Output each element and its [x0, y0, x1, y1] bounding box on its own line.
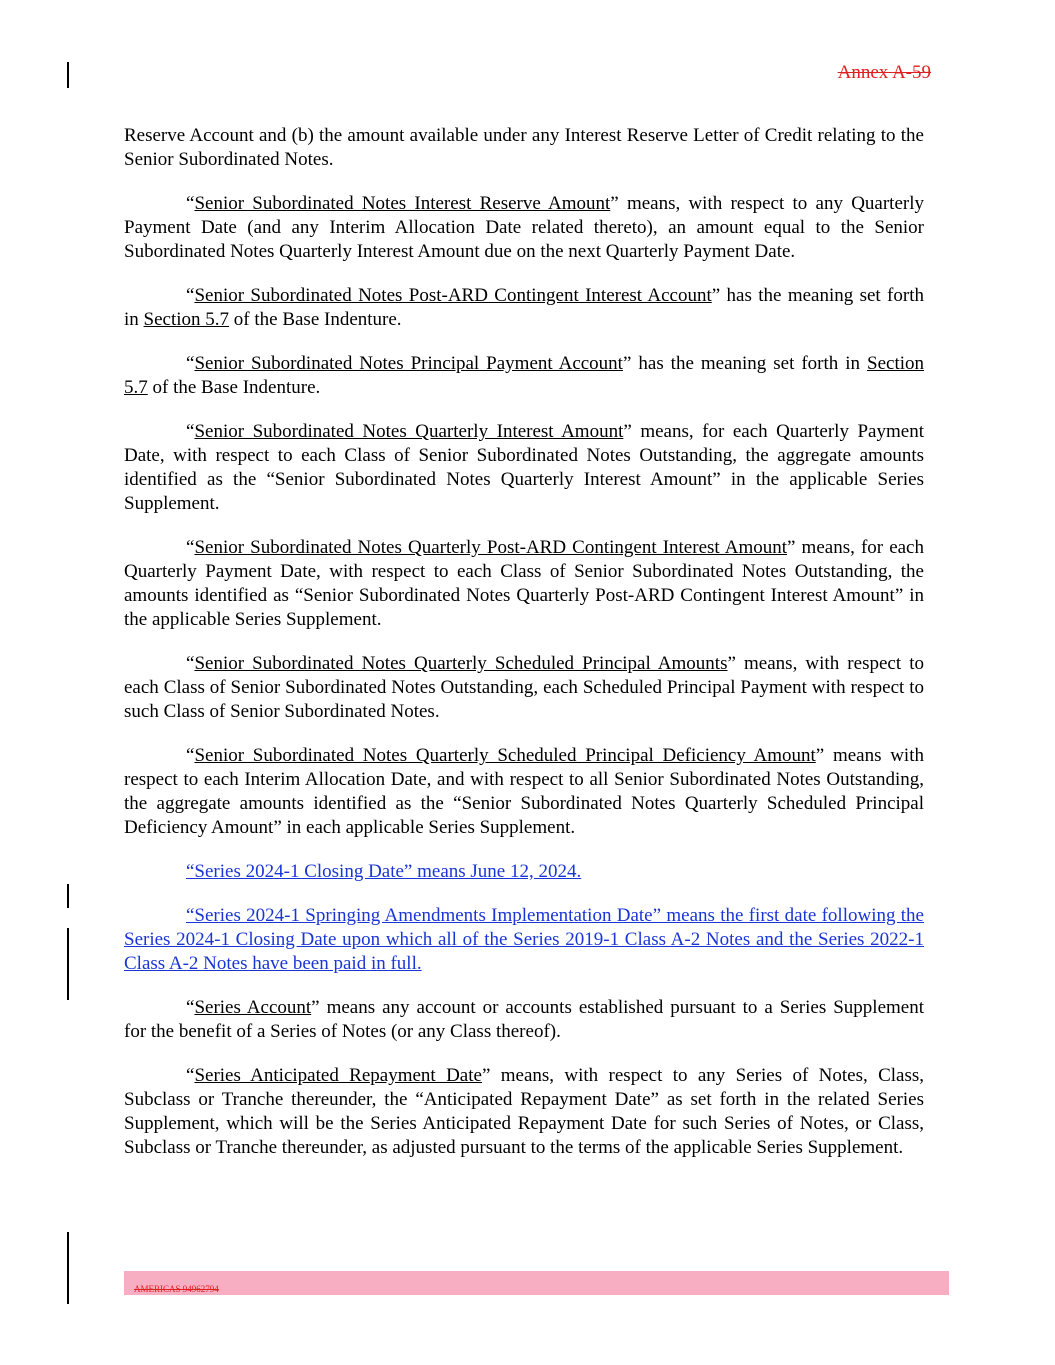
- footer-bar: [124, 1271, 949, 1295]
- section-reference: Section 5.7: [143, 309, 230, 330]
- close-quote: ”: [711, 285, 721, 306]
- document-body: [124, 124, 924, 1180]
- definition-body: means, with respect to any Quarterly Payment Date (and any Interim Allocation Date related thereto), an amount equal to the Senior Subordinated Notes Quarterly Interest Amount due on the next Quarterly Payment Date.: [124, 193, 924, 262]
- inserted-text: “Series 2024-1 Springing Amendments Implementation Date” means the first date following the Series 2024-1 Closing Date upon which all of the Series 2019-1 Class A-2 Notes and the Series 2022-1 Class A-2 Notes have been paid in full.: [124, 905, 924, 974]
- definition-paragraph: [124, 536, 924, 632]
- defined-term: Series Account: [194, 997, 312, 1018]
- inserted-definition-paragraph: [124, 904, 924, 976]
- definition-paragraph: [124, 192, 924, 264]
- close-quote: ”: [815, 745, 825, 766]
- open-quote: “: [186, 353, 195, 374]
- change-bar: [67, 884, 69, 908]
- definition-paragraph: [124, 352, 924, 400]
- open-quote: “: [186, 421, 195, 442]
- definition-body: of the Base Indenture.: [229, 309, 402, 330]
- definition-body: means, with respect to each Class of Senior Subordinated Notes Outstanding, each Scheduled Principal Payment with respect to such Class of Senior Subordinated Notes.: [124, 653, 924, 722]
- close-quote: ”: [610, 193, 619, 214]
- defined-term: Series Anticipated Repayment Date: [194, 1065, 482, 1086]
- definition-body: means, with respect to any Series of Notes, Class, Subclass or Tranche thereunder, the “Anticipated Repayment Date” as set forth in the related Series Supplement, which will be the Series Anticipated Repayment Date for such Series of Notes, or Class, Subclass or Tranche thereunder, as adjusted pursuant to the terms of the applicable Series Supplement.: [124, 1065, 924, 1158]
- defined-term: Senior Subordinated Notes Principal Payment Account: [194, 353, 623, 374]
- close-quote: ”: [623, 421, 632, 442]
- close-quote: ”: [787, 537, 796, 558]
- definition-paragraph: [124, 996, 924, 1044]
- definition-body: means, for each Quarterly Payment Date, with respect to each Class of Senior Subordinated Notes Outstanding, the amounts identified as “Senior Subordinated Notes Quarterly Post-ARD Contingent Interest Amount” in the applicable Series Supplement.: [124, 537, 924, 630]
- definition-paragraph: [124, 744, 924, 840]
- definition-paragraph: [124, 652, 924, 724]
- section-reference: Section 5.7: [124, 353, 925, 398]
- close-quote: ”: [727, 653, 736, 674]
- definition-body: has the meaning set forth in: [124, 285, 924, 330]
- footer-document-id: AMERICAS 94962794: [134, 1284, 219, 1294]
- open-quote: “: [186, 745, 195, 766]
- definition-paragraph: [124, 284, 924, 332]
- definition-body: means any account or accounts established pursuant to a Series Supplement for the benefit of a Series of Notes (or any Class thereof).: [124, 997, 924, 1042]
- change-bar: [67, 62, 69, 88]
- definition-paragraph: [124, 420, 924, 516]
- defined-term: Senior Subordinated Notes Quarterly Interest Amount: [194, 421, 624, 442]
- definition-body: of the Base Indenture.: [147, 377, 321, 398]
- defined-term: Senior Subordinated Notes Post-ARD Contingent Interest Account: [194, 285, 712, 306]
- defined-term: Senior Subordinated Notes Quarterly Scheduled Principal Amounts: [194, 653, 728, 674]
- definition-paragraph: [124, 1064, 924, 1160]
- change-bar: [67, 1232, 69, 1304]
- open-quote: “: [186, 653, 195, 674]
- definition-body: means, for each Quarterly Payment Date, with respect to each Class of Senior Subordinated Notes Outstanding, the aggregate amounts identified as the “Senior Subordinated Notes Quarterly Interest Amount” in the applicable Series Supplement.: [124, 421, 924, 514]
- intro-paragraph: Reserve Account and (b) the amount available under any Interest Reserve Letter of Credit relating to the Senior Subordinated Notes.: [124, 125, 924, 170]
- inserted-text: “Series 2024-1 Closing Date” means June 12, 2024.: [186, 861, 582, 882]
- definition-body: has the meaning set forth in: [631, 353, 868, 374]
- open-quote: “: [186, 193, 195, 214]
- close-quote: ”: [481, 1065, 491, 1086]
- defined-term: Senior Subordinated Notes Quarterly Post-ARD Contingent Interest Amount: [194, 537, 788, 558]
- close-quote: ”: [622, 353, 632, 374]
- definition-body: means with respect to each Interim Allocation Date, and with respect to all Senior Subordinated Notes Outstanding, the aggregate amounts identified as the “Senior Subordinated Notes Quarterly Scheduled Principal Deficiency Amount” in each applicable Series Supplement.: [124, 745, 924, 838]
- inserted-definition-paragraph: [124, 860, 924, 884]
- defined-term: Senior Subordinated Notes Interest Reserve Amount: [194, 193, 611, 214]
- open-quote: “: [186, 1065, 195, 1086]
- close-quote: ”: [311, 997, 320, 1018]
- open-quote: “: [186, 285, 195, 306]
- page-number-label: Annex A-59: [837, 62, 931, 83]
- open-quote: “: [186, 997, 195, 1018]
- defined-term: Senior Subordinated Notes Quarterly Scheduled Principal Deficiency Amount: [194, 745, 816, 766]
- open-quote: “: [186, 537, 195, 558]
- change-bar: [67, 928, 69, 1000]
